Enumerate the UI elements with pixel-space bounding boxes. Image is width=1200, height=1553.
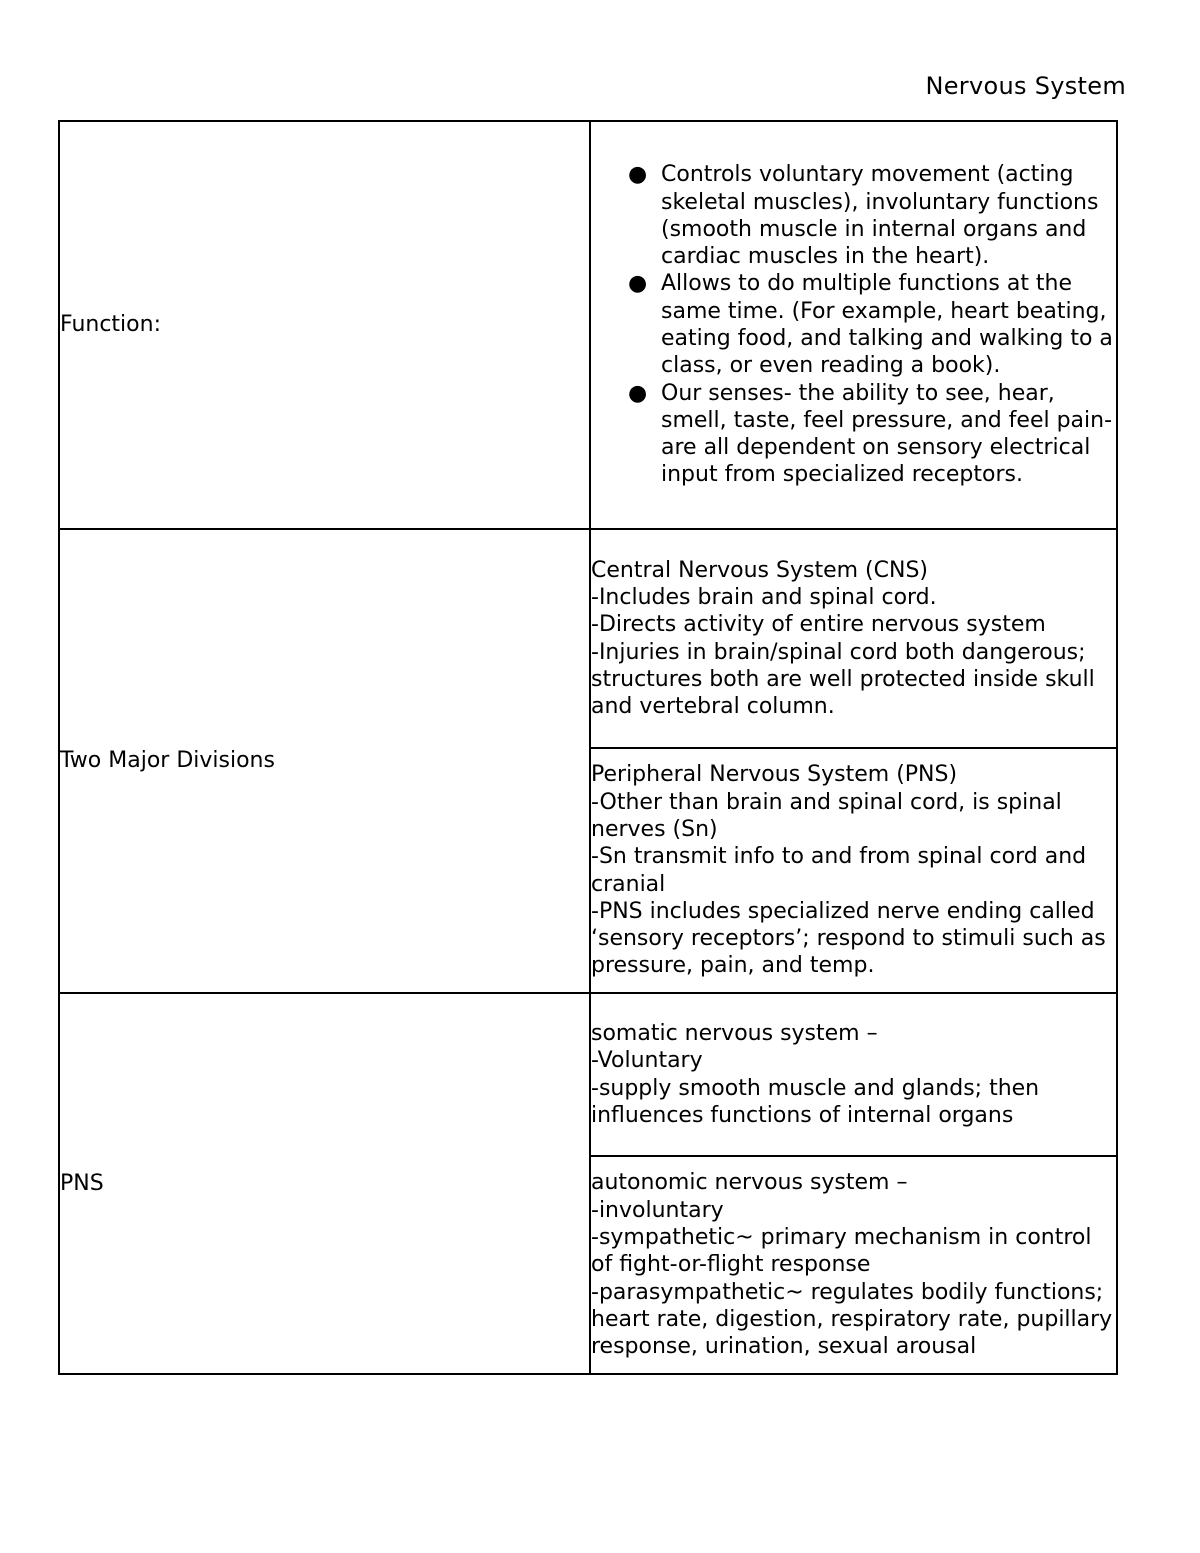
cns-heading: Central Nervous System (CNS)	[591, 557, 928, 583]
autonomic-cell	[590, 1156, 1120, 1374]
function-details-cell	[590, 121, 1117, 529]
table-row-function	[59, 121, 1117, 529]
somatic-cell	[590, 993, 1117, 1156]
autonomic-line: -involuntary	[591, 1197, 724, 1223]
table-row-cns	[59, 529, 1117, 748]
pns-line: -PNS includes specialized nerve ending called ‘sensory receptors’; respond to stimuli such as pressure, pain, and temp.	[591, 898, 1113, 979]
autonomic-line: -parasympathetic~ regulates bodily functions; heart rate, digestion, respiratory rate, pupillary response, urination, sexual arousal	[591, 1279, 1120, 1360]
table-row-somatic	[59, 993, 1117, 1156]
cns-line: -Includes brain and spinal cord.	[591, 584, 937, 610]
notes-table	[58, 120, 1118, 1375]
pns-line: -Sn transmit info to and from spinal cord and cranial	[591, 844, 1094, 897]
somatic-heading: somatic nervous system –	[591, 1020, 878, 1046]
list-item: ● Controls voluntary movement (acting skeletal muscles), involuntary functions (smooth muscle in internal organs and cardiac muscles in the heart).	[628, 162, 1099, 270]
pns-division-cell	[590, 748, 1117, 993]
autonomic-line: -sympathetic~ primary mechanism in control of fight-or-flight response	[591, 1225, 1099, 1278]
row-label-divisions: Two Major Divisions	[59, 529, 590, 993]
page-title: Nervous System	[925, 72, 1126, 100]
bullet-icon: ●	[628, 380, 648, 406]
cns-line: -Directs activity of entire nervous system	[591, 612, 1046, 638]
somatic-line: -Voluntary	[591, 1048, 703, 1074]
list-item: ● Allows to do multiple functions at the same time. (For example, heart beating, eating food, and talking and walking to a class, or even reading a book).	[628, 271, 1113, 379]
list-item: ● Our senses- the ability to see, hear, smell, taste, feel pressure, and feel pain- are all dependent on sensory electrical input from specialized receptors.	[628, 380, 1113, 488]
somatic-line: -supply smooth muscle and glands; then influences functions of internal organs	[591, 1075, 1047, 1128]
row-label-pns: PNS	[59, 993, 590, 1374]
pns-heading: Peripheral Nervous System (PNS)	[591, 762, 958, 788]
cns-cell	[590, 529, 1117, 748]
bullet-icon: ●	[628, 271, 648, 297]
function-bullet-list	[591, 161, 1116, 489]
cns-line: -Injuries in brain/spinal cord both dangerous; structures both are well protected inside skull and vertebral column.	[591, 639, 1102, 720]
bullet-icon: ●	[628, 162, 648, 188]
pns-line: -Other than brain and spinal cord, is spinal nerves (Sn)	[591, 789, 1069, 842]
autonomic-heading: autonomic nervous system –	[591, 1170, 908, 1196]
row-label-function: Function:	[59, 121, 590, 529]
